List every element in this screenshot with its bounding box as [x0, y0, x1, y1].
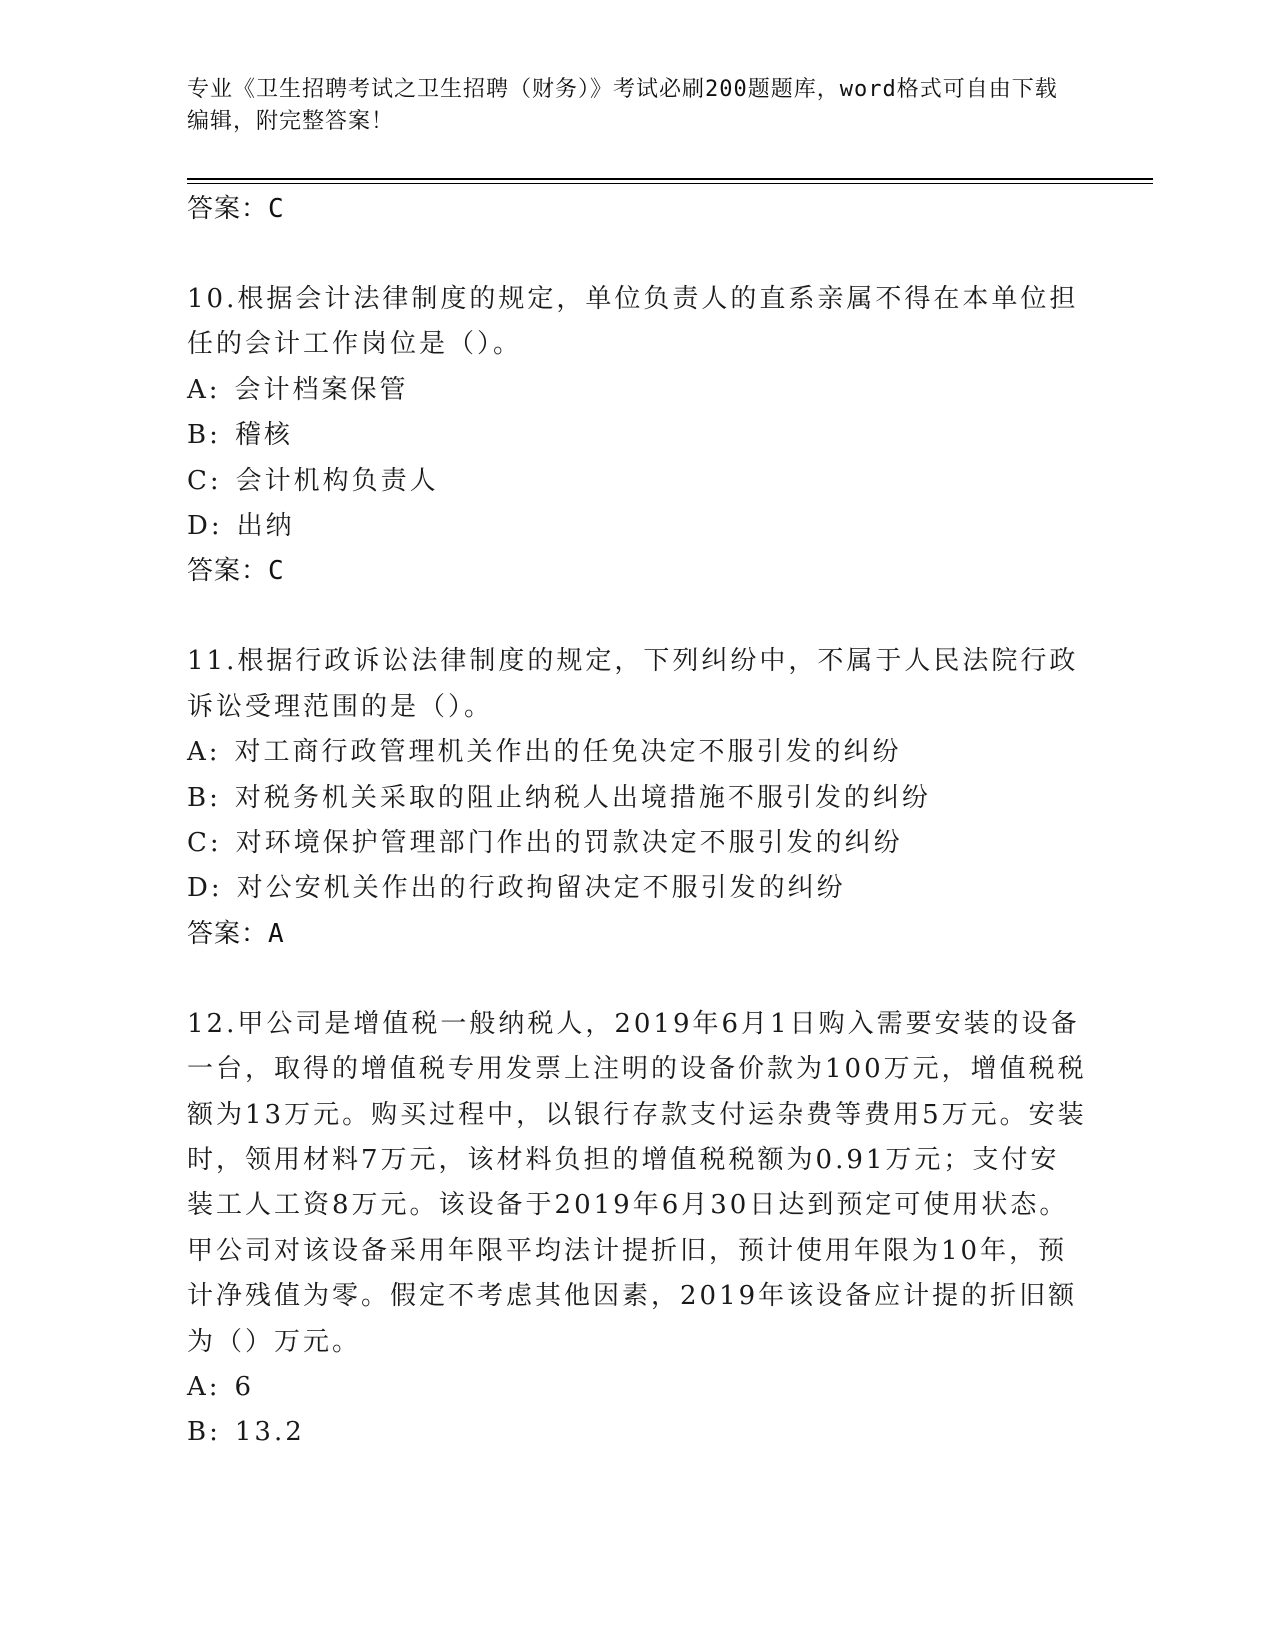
option-letter: B: [187, 1417, 221, 1448]
option-d [187, 504, 1087, 549]
option-text: 对税务机关采取的阻止纳税人出境措施不服引发的纠纷 [234, 782, 931, 813]
option-b [187, 776, 1087, 821]
option-text: 出纳 [236, 510, 295, 541]
header-rule-thin [187, 183, 1153, 184]
option-letter: C: [187, 465, 222, 496]
option-letter: B: [187, 782, 221, 813]
question-block [187, 1002, 1087, 1456]
option-d [187, 866, 1087, 911]
answer-line: 答案：C [187, 194, 285, 224]
answer-line: 答案：C [187, 556, 285, 587]
option-letter: A: [187, 1372, 221, 1402]
option-c [187, 459, 1087, 504]
option-a [187, 1365, 1087, 1410]
answer-line: 答案：A [187, 918, 285, 949]
option-text: 会计机构负责人 [235, 465, 439, 496]
document-body [187, 187, 1087, 1456]
question-stem: 11.根据行政诉讼法律制度的规定，下列纠纷中，不属于人民法院行政诉讼受理范围的是（）。 [187, 646, 1079, 722]
option-text: 6 [234, 1372, 255, 1402]
spacer [187, 594, 1087, 639]
spacer [187, 957, 1087, 1002]
option-text: 对环境保护管理部门作出的罚款决定不服引发的纠纷 [235, 827, 903, 858]
option-c [187, 821, 1087, 866]
option-letter: A: [187, 374, 221, 405]
header-rule-thick [187, 178, 1153, 180]
option-letter: A: [187, 737, 221, 768]
option-letter: C: [187, 827, 222, 858]
option-a [187, 730, 1087, 775]
option-b [187, 413, 1087, 458]
spacer [187, 232, 1087, 277]
option-text: 对工商行政管理机关作出的任免决定不服引发的纠纷 [234, 737, 902, 768]
option-text: 13.2 [234, 1417, 305, 1448]
option-text: 稽核 [234, 420, 293, 451]
question-stem: 10.根据会计法律制度的规定，单位负责人的直系亲属不得在本单位担任的会计工作岗位是（）。 [187, 284, 1079, 360]
option-a [187, 368, 1087, 413]
option-b [187, 1410, 1087, 1455]
option-letter: D: [187, 873, 223, 904]
option-text: 会计档案保管 [234, 374, 409, 405]
question-stem: 12.甲公司是增值税一般纳税人，2019年6月1日购入需要安装的设备一台，取得的增值税专用发票上注明的设备价款为100万元，增值税税额为13万元。购买过程中，以银行存款支付运杂费等费用5万元。安装时，领用材料7万元，该材料负担的增值税税额为0.91万元；支付安装工人工资8万元。该设备于2019年6月30日达到预定可使用状态。甲公司对该设备采用年限平均法计提折旧，预计使用年限为10年，预计净残值为零。假定不考虑其他因素，2019年该设备应计提的折旧额为（）万元。 [187, 1008, 1087, 1357]
option-letter: B: [187, 420, 221, 451]
question-block [187, 639, 1087, 956]
option-text: 对公安机关作出的行政拘留决定不服引发的纠纷 [236, 873, 846, 904]
question-block [187, 277, 1087, 594]
document-header: 专业《卫生招聘考试之卫生招聘（财务）》考试必刷200题题库，word格式可自由下载编辑，附完整答案！ [187, 77, 1058, 134]
option-letter: D: [187, 510, 223, 541]
